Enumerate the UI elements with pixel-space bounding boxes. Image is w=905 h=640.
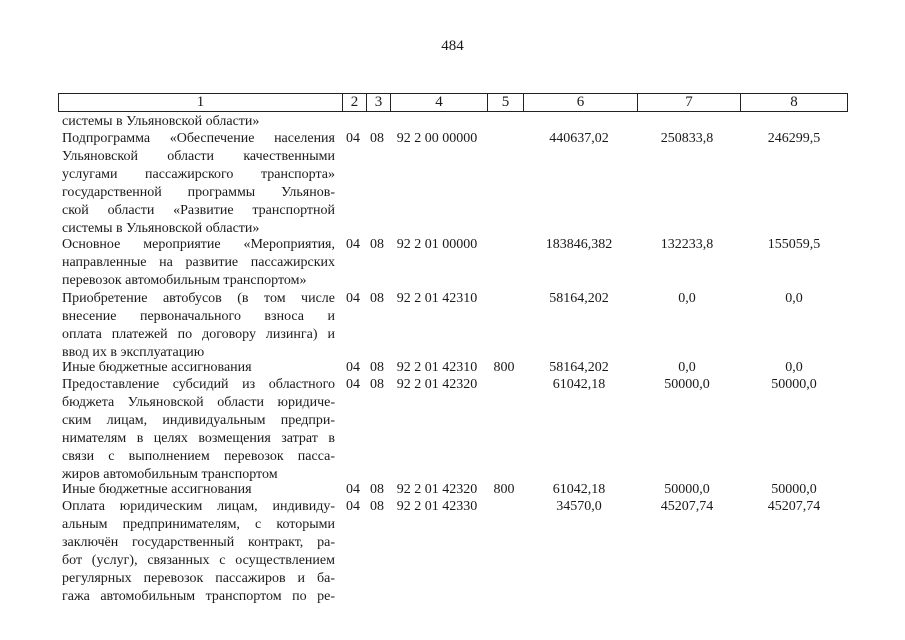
- header-col-2: 2: [342, 94, 366, 111]
- cell-c8: 50000,0: [771, 482, 817, 497]
- description-line: Иные бюджетные ассигнования: [62, 360, 252, 375]
- cell-c7: 50000,0: [664, 377, 710, 392]
- header-col-7: 7: [637, 94, 740, 111]
- cell-c6: 61042,18: [552, 482, 606, 497]
- cell-c3: 08: [370, 131, 384, 146]
- table-header: [58, 93, 848, 112]
- description-line: гажа автомобильным транспортом по ре-: [62, 589, 335, 604]
- cell-c2: 04: [346, 377, 360, 392]
- description-line: жиров автомобильным транспортом: [62, 467, 278, 482]
- cell-c2: 04: [346, 237, 360, 252]
- cell-c4: 92 2 01 42310: [396, 291, 478, 306]
- description-line: Основное мероприятие «Мероприятия,: [62, 237, 335, 252]
- description-line: услугами пассажирского транспорта»: [62, 167, 335, 182]
- description-line: заключён государственный контракт, ра-: [62, 535, 335, 550]
- description-line: нимателям в целях возмещения затрат в: [62, 431, 335, 446]
- description-line: связи с выполнением перевозок пасса-: [62, 449, 335, 464]
- cell-c4: 92 2 01 42330: [396, 499, 478, 514]
- description-line: Иные бюджетные ассигнования: [62, 482, 252, 497]
- cell-c4: 92 2 01 00000: [396, 237, 478, 252]
- cell-c8: 50000,0: [771, 377, 817, 392]
- cell-c8: 246299,5: [767, 131, 821, 146]
- cell-c6: 61042,18: [552, 377, 606, 392]
- cell-c3: 08: [370, 237, 384, 252]
- row-description: [62, 130, 335, 238]
- cell-c5: 800: [493, 360, 515, 375]
- description-line: альным предпринимателям, с которыми: [62, 517, 335, 532]
- description-line: ской области «Развитие транспортной: [62, 203, 335, 218]
- row-description: [62, 236, 335, 290]
- description-line: Ульяновской области качественными: [62, 149, 335, 164]
- description-line: перевозок автомобильным транспортом»: [62, 273, 307, 288]
- cell-c3: 08: [370, 360, 384, 375]
- description-line: системы в Ульяновской области»: [62, 221, 260, 236]
- description-line: Предоставление субсидий из областного: [62, 377, 335, 392]
- cell-c8: 0,0: [785, 360, 803, 375]
- cell-c4: 92 2 01 42320: [396, 377, 478, 392]
- cell-c4: 92 2 00 00000: [396, 131, 478, 146]
- cell-c7: 0,0: [678, 291, 696, 306]
- cell-c5: 800: [493, 482, 515, 497]
- cell-c6: 34570,0: [556, 499, 602, 514]
- cell-c2: 04: [346, 482, 360, 497]
- row-description: [62, 481, 335, 499]
- description-line: Подпрограмма «Обеспечение населения: [62, 131, 335, 146]
- cell-c3: 08: [370, 499, 384, 514]
- cell-c2: 04: [346, 131, 360, 146]
- description-line: регулярных перевозок пассажиров и ба-: [62, 571, 335, 586]
- cell-c3: 08: [370, 291, 384, 306]
- cell-c2: 04: [346, 291, 360, 306]
- cell-c7: 50000,0: [664, 482, 710, 497]
- row-description: [62, 290, 335, 362]
- header-col-5: 5: [487, 94, 523, 111]
- description-line: бюджета Ульяновской области юридиче-: [62, 395, 335, 410]
- page-number: 484: [441, 38, 464, 54]
- cell-c3: 08: [370, 482, 384, 497]
- description-line: государственной программы Ульянов-: [62, 185, 335, 200]
- cell-c7: 250833,8: [660, 131, 714, 146]
- description-line: ским лицам, индивидуальным предпри-: [62, 413, 335, 428]
- cell-c6: 183846,382: [545, 237, 613, 252]
- cell-c8: 0,0: [785, 291, 803, 306]
- cell-c2: 04: [346, 499, 360, 514]
- row-description: [62, 376, 335, 484]
- cell-c3: 08: [370, 377, 384, 392]
- cell-c4: 92 2 01 42320: [396, 482, 478, 497]
- cell-c6: 58164,202: [549, 360, 609, 375]
- cell-c8: 155059,5: [767, 237, 821, 252]
- description-line: ввод их в эксплуатацию: [62, 345, 205, 360]
- description-line: системы в Ульяновской области»: [62, 114, 260, 129]
- row-description: [62, 498, 335, 606]
- description-line: бот (услуг), связанных с осуществлением: [62, 553, 335, 568]
- row-description: [62, 359, 335, 377]
- description-line: направленные на развитие пассажирских: [62, 255, 335, 270]
- header-col-3: 3: [366, 94, 390, 111]
- description-line: Приобретение автобусов (в том числе: [62, 291, 335, 306]
- cell-c6: 440637,02: [549, 131, 609, 146]
- header-col-6: 6: [523, 94, 637, 111]
- cell-c8: 45207,74: [767, 499, 821, 514]
- cell-c6: 58164,202: [549, 291, 609, 306]
- cell-c7: 0,0: [678, 360, 696, 375]
- header-col-1: 1: [196, 94, 205, 110]
- description-line: оплата платежей по договору лизинга) и: [62, 327, 335, 342]
- cell-c4: 92 2 01 42310: [396, 360, 478, 375]
- header-col-4: 4: [390, 94, 487, 111]
- description-line: внесение первоначального взноса и: [62, 309, 335, 324]
- header-col-8: 8: [740, 94, 847, 111]
- cell-c7: 45207,74: [660, 499, 714, 514]
- row-description: [62, 113, 335, 131]
- cell-c7: 132233,8: [660, 237, 714, 252]
- cell-c2: 04: [346, 360, 360, 375]
- description-line: Оплата юридическим лицам, индивиду-: [62, 499, 335, 514]
